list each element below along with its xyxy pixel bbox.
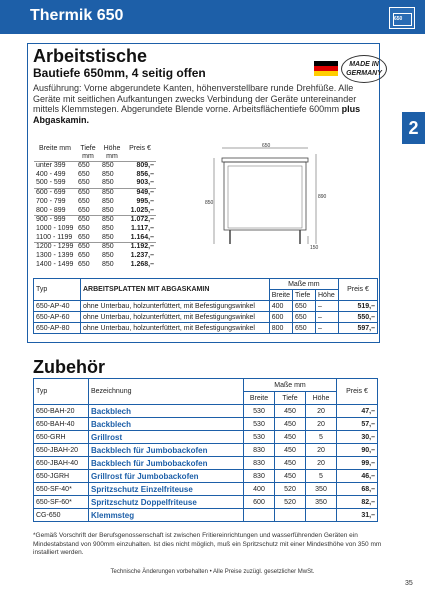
cell-breite: 700 - 799 — [36, 197, 66, 205]
dim-width: 650 — [262, 143, 271, 149]
cell-hoehe: 850 — [102, 179, 114, 187]
cell-preis: 519,– — [339, 301, 378, 312]
cell-tiefe: 450 — [275, 470, 306, 483]
cell-bez: ohne Unterbau, holzunterfüttert, mit Befestigungswinkel — [81, 301, 270, 312]
cell-preis: 995,– — [136, 197, 154, 205]
cell-preis: 903,– — [136, 179, 154, 187]
made-in-germany-badge — [341, 55, 387, 83]
cell-typ: 650-JBAH-40 — [34, 457, 89, 470]
table-row — [34, 225, 156, 234]
cell-tiefe: 450 — [275, 431, 306, 444]
cell-typ: 650-SF-40* — [34, 483, 89, 496]
cell-breite: 830 — [244, 444, 275, 457]
cell-breite: 1100 - 1199 — [36, 233, 73, 241]
cell-tiefe: 450 — [275, 405, 306, 418]
table-row — [34, 444, 378, 457]
cell-breite — [244, 509, 275, 522]
table-row — [34, 198, 156, 207]
dim-bottom: 150 — [310, 245, 319, 251]
cell-hoehe: – — [316, 301, 339, 312]
accessories-table — [33, 378, 378, 522]
cell-preis: 90,– — [337, 444, 378, 457]
cell-typ: 650-SF-60* — [34, 496, 89, 509]
cell-typ: 650-JBAH-20 — [34, 444, 89, 457]
cell-breite: 900 - 999 — [34, 216, 76, 225]
table-row — [34, 234, 156, 243]
t3-col-bez: Bezeichnung — [89, 379, 244, 405]
made-in-germany-text: MADE IN GERMANY — [346, 61, 382, 77]
cell-typ: 650-JGRH — [34, 470, 89, 483]
worktop-table — [33, 278, 378, 334]
cell-typ: 650-AP-80 — [34, 323, 81, 334]
cell-bez: Backblech — [89, 405, 244, 418]
cell-tiefe: 650 — [76, 189, 100, 198]
cell-tiefe: 520 — [275, 496, 306, 509]
oven-logo-text: 650 — [394, 16, 403, 22]
t3-col-hoehe: Höhe — [306, 392, 337, 405]
cell-preis: 31,– — [337, 509, 378, 522]
table-row — [34, 261, 156, 270]
cell-preis: 47,– — [337, 405, 378, 418]
cell-preis: 949,– — [124, 189, 156, 198]
t2-col-title: ARBEITSPLATTEN MIT ABGASKAMIN — [81, 279, 270, 301]
col-tiefe: Tiefe mm — [80, 145, 96, 160]
cell-breite: 600 — [244, 496, 275, 509]
cell-hoehe: 20 — [306, 405, 337, 418]
col-preis: Preis € — [129, 145, 151, 152]
cell-preis: 1.072,– — [124, 216, 156, 225]
table-row — [34, 243, 156, 252]
cell-tiefe: 450 — [275, 457, 306, 470]
cell-breite: 530 — [244, 431, 275, 444]
table-row — [34, 457, 378, 470]
cell-preis: 856,– — [136, 170, 154, 178]
cell-tiefe: 650 — [76, 216, 100, 225]
t2-col-masse: Maße mm — [269, 279, 338, 290]
cell-bez: Grillrost für Jumbobackofen — [89, 470, 244, 483]
page-header — [0, 0, 425, 34]
table-row — [34, 301, 378, 312]
col-breite: Breite mm — [39, 145, 71, 152]
cell-typ: 650-BAH-20 — [34, 405, 89, 418]
t3-col-breite: Breite — [244, 392, 275, 405]
cell-bez: Klemmsteg — [89, 509, 244, 522]
cell-tiefe — [275, 509, 306, 522]
cell-breite: 600 — [269, 312, 292, 323]
cell-breite: 500 - 599 — [36, 179, 66, 187]
cell-tiefe: 650 — [78, 233, 90, 241]
table-row — [34, 162, 156, 171]
t2-col-preis: Preis € — [339, 279, 378, 301]
cell-preis: 1.117,– — [131, 224, 154, 232]
cell-hoehe: 850 — [100, 162, 124, 171]
cell-breite: 400 - 499 — [36, 170, 66, 178]
table-row — [34, 171, 156, 180]
cell-tiefe: 520 — [275, 483, 306, 496]
cell-preis: 1.237,– — [130, 252, 154, 260]
section-title: Arbeitstische — [33, 46, 148, 66]
cell-preis: 30,– — [337, 431, 378, 444]
dim-height-left: 850 — [205, 200, 214, 206]
page-number: 35 — [405, 580, 413, 587]
cell-hoehe: 350 — [306, 496, 337, 509]
cell-bez: Spritzschutz Doppelfriteuse — [89, 496, 244, 509]
size-price-table — [34, 145, 156, 269]
cell-hoehe: 20 — [306, 444, 337, 457]
german-flag-icon — [314, 61, 338, 76]
cell-bez: Backblech — [89, 418, 244, 431]
table-row — [34, 216, 156, 225]
cell-preis: 57,– — [337, 418, 378, 431]
cell-tiefe: 650 — [293, 323, 316, 334]
t3-col-masse: Maße mm — [244, 379, 337, 392]
cell-preis: 1.025,– — [130, 206, 154, 214]
table-row — [34, 189, 156, 198]
cell-bez: Backblech für Jumbobackofen — [89, 444, 244, 457]
cell-breite: 1200 - 1299 — [34, 243, 76, 252]
cell-bez: ohne Unterbau, holzunterfüttert, mit Befestigungswinkel — [81, 312, 270, 323]
cell-preis: 809,– — [124, 162, 156, 171]
table-row — [34, 496, 378, 509]
cell-hoehe: 850 — [100, 216, 124, 225]
cell-hoehe: – — [316, 312, 339, 323]
cell-preis: 46,– — [337, 470, 378, 483]
cell-tiefe: 650 — [78, 179, 90, 187]
cell-preis: 1.268,– — [130, 260, 154, 268]
cell-hoehe: 850 — [102, 260, 114, 268]
cell-breite: 1300 - 1399 — [36, 252, 74, 260]
cell-tiefe: 450 — [275, 444, 306, 457]
chapter-tab: 2 — [402, 112, 425, 144]
product-description — [33, 83, 378, 125]
cell-tiefe: 650 — [293, 301, 316, 312]
t2-col-tiefe: Tiefe — [293, 290, 316, 301]
cell-typ: 650-AP-40 — [34, 301, 81, 312]
cell-hoehe — [306, 509, 337, 522]
cell-hoehe: 850 — [102, 233, 114, 241]
cell-typ: 650-BAH-40 — [34, 418, 89, 431]
cell-tiefe: 650 — [76, 162, 100, 171]
table-row — [34, 405, 378, 418]
cell-bez: Grillrost — [89, 431, 244, 444]
table-row — [34, 509, 378, 522]
description-bold: plus Abgaskamin. — [33, 104, 361, 125]
cell-breite: 400 — [244, 483, 275, 496]
cell-tiefe: 650 — [78, 206, 90, 214]
cell-breite: 400 — [269, 301, 292, 312]
cell-breite: 600 - 699 — [34, 189, 76, 198]
col-hoehe: Höhe mm — [103, 145, 121, 160]
cell-hoehe: – — [316, 323, 339, 334]
cell-tiefe: 650 — [78, 170, 90, 178]
cell-hoehe: 850 — [102, 197, 114, 205]
table-row — [34, 323, 378, 334]
cell-breite: 530 — [244, 418, 275, 431]
cell-hoehe: 850 — [102, 252, 114, 260]
table-row — [34, 483, 378, 496]
cell-preis: 99,– — [337, 457, 378, 470]
cell-preis: 1.164,– — [130, 233, 154, 241]
cell-hoehe: 850 — [102, 206, 114, 214]
cell-breite: 800 — [269, 323, 292, 334]
description-text: Ausführung: Vorne abgerundete Kanten, höhenverstellbare runde Drehfüße. Alle Geräte mit seitlichen Aufkantungen zwecks Verbindung der Geräte untereinander mittels Klemmstegen. Abgerundete Blende vorne. Arbeitsflächentiefe 600mm — [33, 83, 357, 114]
cell-preis: 597,– — [339, 323, 378, 334]
cell-hoehe: 850 — [102, 170, 114, 178]
table-row — [34, 418, 378, 431]
cell-preis: 68,– — [337, 483, 378, 496]
cell-hoehe: 350 — [306, 483, 337, 496]
cell-bez: ohne Unterbau, holzunterfüttert, mit Befestigungswinkel — [81, 323, 270, 334]
cell-breite: 800 - 899 — [36, 206, 66, 214]
table-row — [34, 470, 378, 483]
cell-hoehe: 5 — [306, 470, 337, 483]
table-row — [34, 179, 156, 188]
cell-hoehe: 850 — [102, 224, 114, 232]
dim-height-right: 890 — [318, 194, 327, 200]
table-row — [34, 207, 156, 216]
t3-col-typ: Typ — [34, 379, 89, 405]
footer-text: Technische Änderungen vorbehalten • Alle Preise zuzügl. gesetzlicher MwSt. — [110, 569, 315, 575]
cell-breite: 1400 - 1499 — [36, 260, 74, 268]
cell-preis: 1.192,– — [124, 243, 156, 252]
cell-tiefe: 650 — [78, 224, 90, 232]
cell-tiefe: 650 — [78, 252, 90, 260]
cell-preis: 550,– — [339, 312, 378, 323]
technical-drawing — [200, 140, 375, 265]
cell-tiefe: 650 — [76, 243, 100, 252]
cell-breite: unter 399 — [34, 162, 76, 171]
t2-col-breite: Breite — [269, 290, 292, 301]
footnote: *Gemäß Vorschrift der Berufsgenossenschaft ist zwischen Fritiereinrichtungen und wasserführenden Geräten ein Mindestabstand von 900mm einzuhalten. Ist dies nicht möglich, muß ein Spritzschutz mit einer Mindesthöhe von 350 mm installiert werden. — [33, 532, 382, 556]
table-row — [34, 431, 378, 444]
cell-bez: Spritzschutz Einzelfriteuse — [89, 483, 244, 496]
cell-typ: 650-AP-60 — [34, 312, 81, 323]
cell-breite: 830 — [244, 470, 275, 483]
cell-bez: Backblech für Jumbobackofen — [89, 457, 244, 470]
t2-col-typ: Typ — [34, 279, 81, 301]
table-row — [34, 312, 378, 323]
cell-hoehe: 850 — [100, 243, 124, 252]
cell-tiefe: 650 — [78, 197, 90, 205]
t2-col-hoehe: Höhe — [316, 290, 339, 301]
cell-hoehe: 20 — [306, 418, 337, 431]
cell-tiefe: 450 — [275, 418, 306, 431]
accessories-title: Zubehör — [33, 357, 105, 377]
table-row — [34, 252, 156, 261]
cell-tiefe: 650 — [293, 312, 316, 323]
cell-breite: 1000 - 1099 — [36, 224, 74, 232]
cell-typ: 650-GRH — [34, 431, 89, 444]
cell-preis: 82,– — [337, 496, 378, 509]
cell-tiefe: 650 — [78, 260, 90, 268]
t3-col-preis: Preis € — [337, 379, 378, 405]
cell-breite: 530 — [244, 405, 275, 418]
cell-hoehe: 5 — [306, 431, 337, 444]
cell-hoehe: 850 — [100, 189, 124, 198]
cell-breite: 830 — [244, 457, 275, 470]
section-subtitle: Bautiefe 650mm, 4 seitig offen — [33, 66, 206, 80]
t3-col-tiefe: Tiefe — [275, 392, 306, 405]
cell-hoehe: 20 — [306, 457, 337, 470]
cell-typ: CG-650 — [34, 509, 89, 522]
header-title: Thermik 650 — [30, 7, 124, 24]
oven-logo-icon — [389, 7, 415, 29]
